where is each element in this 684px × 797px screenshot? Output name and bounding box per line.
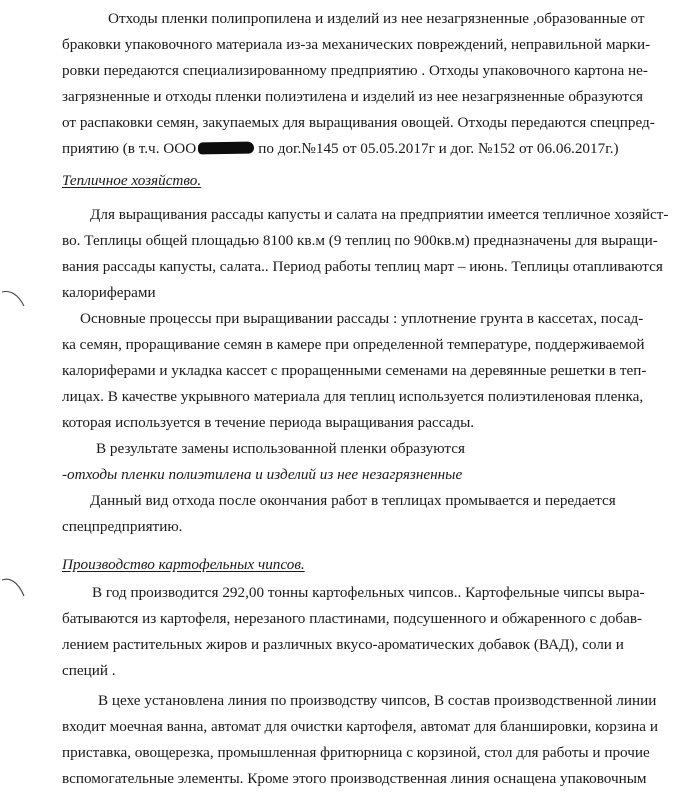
section-heading-chips: Производство картофельных чипсов.: [62, 556, 305, 573]
chips-p1-line-1: В год производится 292,00 тонны картофельных чипсов.. Картофельные чипсы выра-: [92, 584, 645, 601]
p1-line-6-end: по дог.№145 от 05.05.2017г и дог. №152 от 06.06.2017г.): [258, 140, 619, 157]
chips-p2-line-3: приставка, овощерезка, промышленная фритюрница с корзиной, стол для работы и прочие: [62, 744, 650, 761]
p1-line-2: браковки упаковочного материала из-за механических повреждений, неправильной марки-: [62, 36, 651, 53]
chips-p2-line-2: входит моечная ванна, автомат для очистки картофеля, автомат для бланшировки, корзина и: [62, 718, 658, 735]
greenhouse-p1-line-2: во. Теплицы общей площадью 8100 кв.м (9 теплиц по 900кв.м) предназначены для выращи-: [62, 232, 658, 249]
chips-p2-line-1: В цехе установлена линия по производству чипсов, В состав производственной линии: [98, 692, 657, 709]
greenhouse-p2-line-3: калориферами и укладка кассет с проращенными семенами на деревянные решетки в теп-: [62, 362, 647, 379]
section-heading-greenhouse: Тепличное хозяйство.: [62, 172, 202, 189]
greenhouse-p2-line-2: ка семян, проращивание семян в камере при определенной температуре, поддерживаемой: [62, 336, 645, 353]
greenhouse-p3-line-1: Данный вид отхода после окончания работ в теплицах промывается и передается: [90, 492, 616, 509]
redaction-mark: [198, 142, 254, 155]
p1-line-6: [62, 140, 619, 158]
greenhouse-waste-item: -отходы пленки полиэтилена и изделий из нее незагрязненные: [62, 466, 463, 483]
greenhouse-p2-line-1: Основные процессы при выращивании рассады : уплотнение грунта в кассетах, посад-: [80, 310, 644, 327]
greenhouse-p2-line-5: которая используется в течение периода выращивания рассады.: [62, 414, 475, 431]
p1-line-4: загрязненные и отходы пленки полиэтилена и изделий из нее незагрязненные образуются: [62, 88, 643, 105]
p1-line-3: ровки передаются специализированному предприятию . Отходы упаковочного картона не-: [62, 62, 648, 79]
greenhouse-p1-line-1: Для выращивания рассады капусты и салата на предприятии имеется тепличное хозяйст-: [90, 206, 669, 223]
greenhouse-p1-line-4: калориферами: [62, 284, 156, 301]
chips-p1-line-4: специй .: [62, 662, 116, 679]
greenhouse-waste-intro: В результате замены использованной пленки образуются: [96, 440, 465, 457]
chips-p1-line-2: батываются из картофеля, нерезаного пластинами, подсушенного и обжаренного с добав-: [62, 610, 643, 627]
chips-p2-line-4: вспомогательные элементы. Кроме этого производственная линия оснащена упаковочным: [62, 770, 647, 787]
greenhouse-p1-line-3: вания рассады капусты, салата.. Период работы теплиц март – июнь. Теплицы отапливаются: [62, 258, 663, 275]
chips-p1-line-3: лением растительных жиров и различных вкусо-ароматических добавок (ВАД), соли и: [62, 636, 624, 653]
margin-mark-lower: [0, 574, 28, 602]
p1-line-1: Отходы пленки полипропилена и изделий из нее незагрязненные ,образованные от: [108, 10, 645, 27]
p1-line-5: от распаковки семян, закупаемых для выращивания овощей. Отходы передаются спецпред-: [62, 114, 655, 131]
greenhouse-p2-line-4: лицах. В качестве укрывного материала для теплиц используется полиэтиленовая пленка,: [62, 388, 644, 405]
greenhouse-p3-line-2: спецпредприятию.: [62, 518, 183, 535]
margin-mark-upper: [0, 288, 28, 312]
p1-line-6-start: приятию (в т.ч. ООО: [62, 140, 197, 157]
